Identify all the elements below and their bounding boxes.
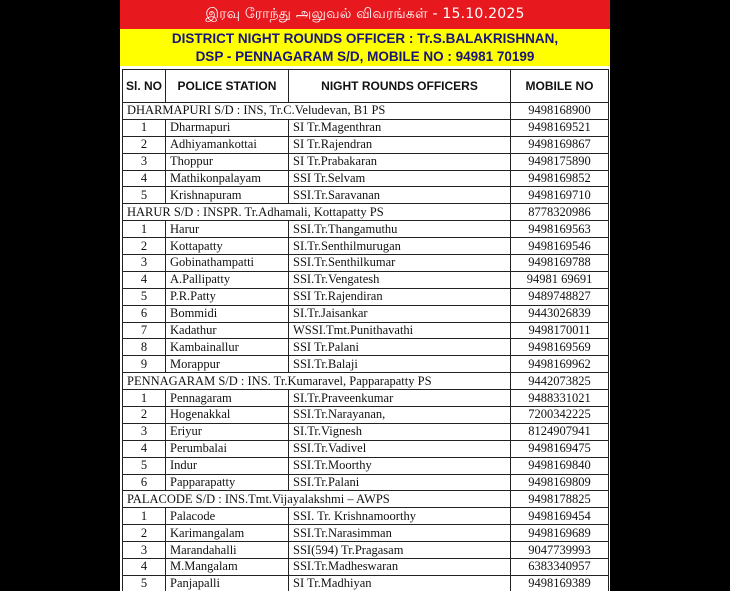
duty-sheet: [120, 0, 610, 591]
table-row: [123, 221, 609, 238]
cell-mobile: 9498169710: [511, 187, 609, 204]
cell-station: Eriyur: [166, 423, 289, 440]
cell-station: Kambainallur: [166, 339, 289, 356]
cell-officer: SSI Tr.Selvam: [289, 170, 511, 187]
cell-mobile: 9047739993: [511, 542, 609, 559]
cell-mobile: 9498169569: [511, 339, 609, 356]
cell-station: Perumbalai: [166, 440, 289, 457]
cell-sl: 5: [123, 288, 166, 305]
cell-officer: SSI. Tr. Krishnamoorthy: [289, 508, 511, 525]
cell-mobile: 9488331021: [511, 390, 609, 407]
cell-station: Hogenakkal: [166, 407, 289, 424]
table-header-row: [123, 70, 609, 103]
cell-sl: 4: [123, 271, 166, 288]
table-row: [123, 187, 609, 204]
cell-sl: 5: [123, 575, 166, 591]
table-row: [123, 508, 609, 525]
cell-officer: SSI.Tr.Narasimman: [289, 525, 511, 542]
cell-station: A.Pallipatty: [166, 271, 289, 288]
section-mobile: 9498178825: [511, 491, 609, 508]
cell-station: Panjapalli: [166, 575, 289, 591]
cell-station: Dharmapuri: [166, 119, 289, 136]
cell-station: Papparapatty: [166, 474, 289, 491]
cell-officer: SSI Tr.Palani: [289, 339, 511, 356]
cell-sl: 1: [123, 119, 166, 136]
cell-officer: SSI.Tr.Saravanan: [289, 187, 511, 204]
cell-officer: SI.Tr.Senthilmurugan: [289, 238, 511, 255]
cell-mobile: 6383340957: [511, 559, 609, 576]
cell-officer: SSI.Tr.Moorthy: [289, 457, 511, 474]
section-mobile: 9498168900: [511, 103, 609, 120]
cell-officer: SI.Tr.Vignesh: [289, 423, 511, 440]
column-header-mobile: MOBILE NO: [511, 70, 609, 103]
cell-officer: SSI.Tr.Thangamuthu: [289, 221, 511, 238]
table-body: [123, 103, 609, 591]
table-row: [123, 525, 609, 542]
section-title: PENNAGARAM S/D : INS. Tr.Kumaravel, Papparapatty PS: [123, 373, 511, 390]
section-mobile: 9442073825: [511, 373, 609, 390]
cell-mobile: 9498169546: [511, 238, 609, 255]
cell-mobile: 8124907941: [511, 423, 609, 440]
cell-station: Mathikonpalayam: [166, 170, 289, 187]
section-title: HARUR S/D : INSPR. Tr.Adhamali, Kottapatty PS: [123, 204, 511, 221]
column-header-officers: NIGHT ROUNDS OFFICERS: [289, 70, 511, 103]
cell-sl: 6: [123, 474, 166, 491]
cell-officer: SI Tr.Magenthran: [289, 119, 511, 136]
district-officer-line1: DISTRICT NIGHT ROUNDS OFFICER : Tr.S.BALAKRISHNAN,: [171, 31, 559, 46]
cell-mobile: 9498169475: [511, 440, 609, 457]
cell-mobile: 9498175890: [511, 153, 609, 170]
cell-sl: 3: [123, 423, 166, 440]
cell-mobile: 9498169788: [511, 255, 609, 272]
cell-sl: 4: [123, 170, 166, 187]
column-header-sl: Sl. NO: [123, 70, 166, 103]
table-row: [123, 238, 609, 255]
cell-sl: 4: [123, 559, 166, 576]
cell-station: Krishnapuram: [166, 187, 289, 204]
table-row: [123, 255, 609, 272]
table-row: [123, 559, 609, 576]
cell-officer: SI Tr.Prabakaran: [289, 153, 511, 170]
cell-station: Thoppur: [166, 153, 289, 170]
cell-mobile: 9498170011: [511, 322, 609, 339]
table-row: [123, 440, 609, 457]
title-banner: இரவு ரோந்து அலுவல் விவரங்கள் - 15.10.2025: [120, 0, 610, 29]
table-row: [123, 136, 609, 153]
table-row: [123, 457, 609, 474]
cell-mobile: 9498169867: [511, 136, 609, 153]
cell-officer: SSI.Tr.Balaji: [289, 356, 511, 373]
table-row: [123, 390, 609, 407]
cell-sl: 5: [123, 457, 166, 474]
cell-sl: 8: [123, 339, 166, 356]
cell-station: M.Mangalam: [166, 559, 289, 576]
cell-officer: SI Tr.Madhiyan: [289, 575, 511, 591]
section-mobile: 8778320986: [511, 204, 609, 221]
section-title: PALACODE S/D : INS.Tmt.Vijayalakshmi – AWPS: [123, 491, 511, 508]
column-header-station: POLICE STATION: [166, 70, 289, 103]
section-row: [123, 204, 609, 221]
table-row: [123, 153, 609, 170]
cell-station: Morappur: [166, 356, 289, 373]
cell-officer: SSI(594) Tr.Pragasam: [289, 542, 511, 559]
cell-sl: 3: [123, 542, 166, 559]
cell-sl: 1: [123, 221, 166, 238]
table-row: [123, 119, 609, 136]
table-row: [123, 339, 609, 356]
cell-officer: WSSI.Tmt.Punithavathi: [289, 322, 511, 339]
cell-mobile: 9498169962: [511, 356, 609, 373]
cell-mobile: 9498169852: [511, 170, 609, 187]
cell-sl: 1: [123, 508, 166, 525]
cell-officer: SSI.Tr.Vadivel: [289, 440, 511, 457]
night-rounds-table: [122, 69, 609, 591]
table-row: [123, 423, 609, 440]
cell-mobile: 9443026839: [511, 305, 609, 322]
table-row: [123, 407, 609, 424]
district-officer-line2: DSP - PENNAGARAM S/D, MOBILE NO : 94981 70199: [195, 48, 535, 64]
cell-mobile: 94981 69691: [511, 271, 609, 288]
table-row: [123, 356, 609, 373]
cell-station: Kottapatty: [166, 238, 289, 255]
cell-sl: 6: [123, 305, 166, 322]
cell-sl: 2: [123, 525, 166, 542]
table-row: [123, 575, 609, 591]
cell-officer: SSI.Tr.Narayanan,: [289, 407, 511, 424]
table-row: [123, 305, 609, 322]
cell-sl: 2: [123, 238, 166, 255]
cell-officer: SSI.Tr.Senthilkumar: [289, 255, 511, 272]
table-row: [123, 271, 609, 288]
table-row: [123, 322, 609, 339]
section-row: [123, 373, 609, 390]
cell-officer: SSI.Tr.Madheswaran: [289, 559, 511, 576]
section-title: DHARMAPURI S/D : INS, Tr.C.Veludevan, B1 PS: [123, 103, 511, 120]
cell-station: Harur: [166, 221, 289, 238]
table-row: [123, 170, 609, 187]
table-row: [123, 288, 609, 305]
cell-station: Bommidi: [166, 305, 289, 322]
cell-mobile: 9498169840: [511, 457, 609, 474]
cell-station: Palacode: [166, 508, 289, 525]
cell-sl: 9: [123, 356, 166, 373]
cell-mobile: 9498169689: [511, 525, 609, 542]
cell-officer: SI.Tr.Praveenkumar: [289, 390, 511, 407]
cell-sl: 1: [123, 390, 166, 407]
cell-mobile: 9498169389: [511, 575, 609, 591]
table-row: [123, 542, 609, 559]
cell-sl: 3: [123, 255, 166, 272]
cell-officer: SSI.Tr.Palani: [289, 474, 511, 491]
section-row: [123, 103, 609, 120]
cell-mobile: 9498169521: [511, 119, 609, 136]
cell-sl: 5: [123, 187, 166, 204]
cell-officer: SI.Tr.Jaisankar: [289, 305, 511, 322]
cell-station: Karimangalam: [166, 525, 289, 542]
cell-station: Adhiyamankottai: [166, 136, 289, 153]
cell-station: Kadathur: [166, 322, 289, 339]
cell-mobile: 7200342225: [511, 407, 609, 424]
cell-mobile: 9498169809: [511, 474, 609, 491]
cell-sl: 7: [123, 322, 166, 339]
cell-officer: SI Tr.Rajendran: [289, 136, 511, 153]
district-officer-box: [120, 29, 610, 66]
section-row: [123, 491, 609, 508]
cell-officer: SSI Tr.Rajendiran: [289, 288, 511, 305]
cell-station: Marandahalli: [166, 542, 289, 559]
cell-mobile: 9489748827: [511, 288, 609, 305]
cell-station: Gobinathampatti: [166, 255, 289, 272]
cell-mobile: 9498169454: [511, 508, 609, 525]
cell-station: Pennagaram: [166, 390, 289, 407]
table-row: [123, 474, 609, 491]
cell-sl: 4: [123, 440, 166, 457]
cell-station: P.R.Patty: [166, 288, 289, 305]
cell-sl: 2: [123, 407, 166, 424]
cell-sl: 2: [123, 136, 166, 153]
cell-sl: 3: [123, 153, 166, 170]
cell-station: Indur: [166, 457, 289, 474]
cell-mobile: 9498169563: [511, 221, 609, 238]
cell-officer: SSI.Tr.Vengatesh: [289, 271, 511, 288]
